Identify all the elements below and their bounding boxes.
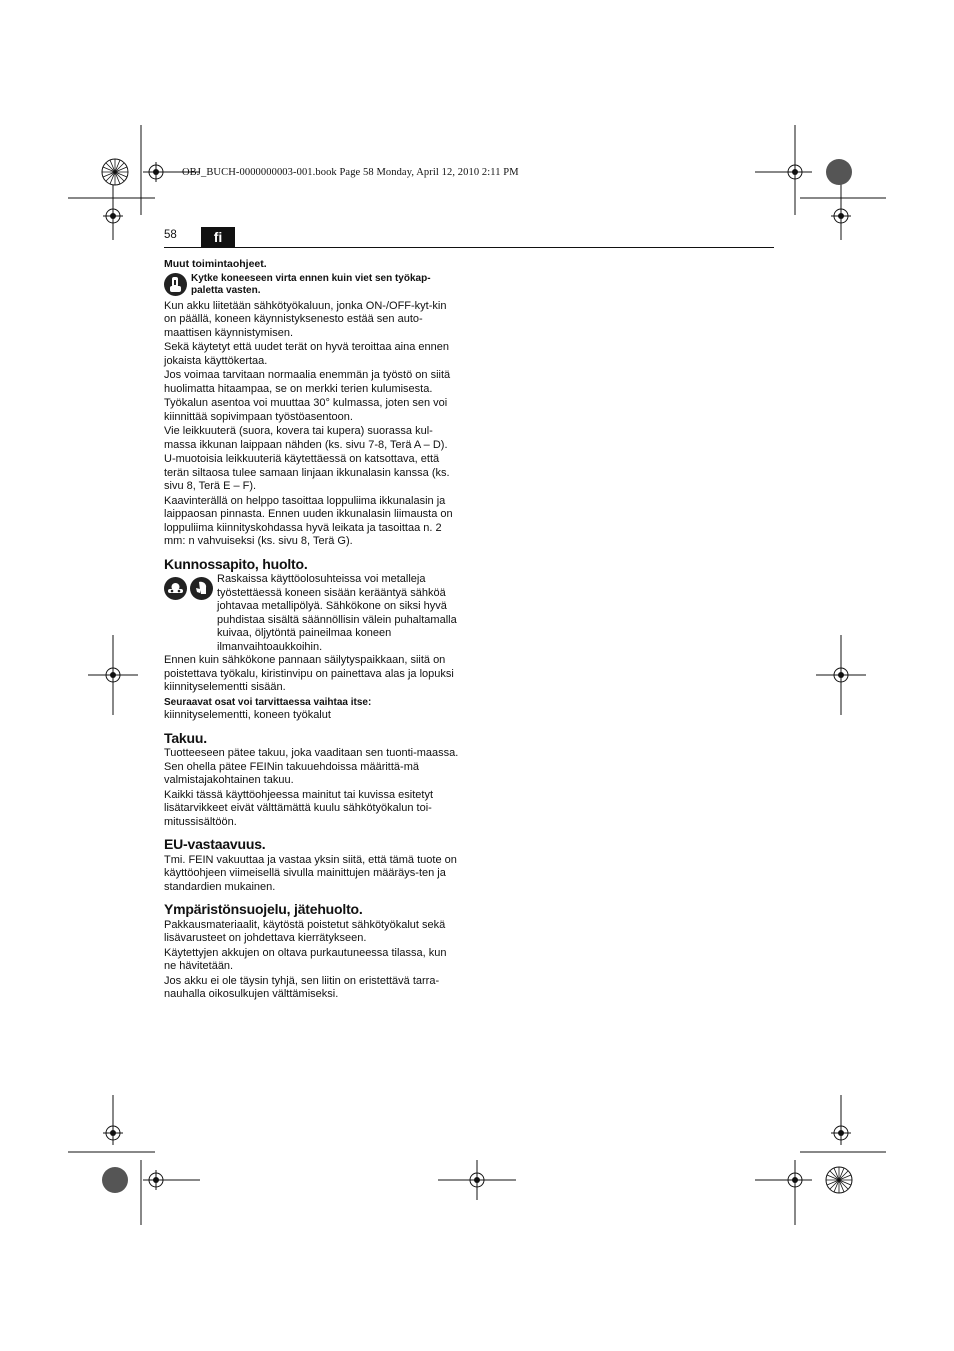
replace-label: Seuraavat osat voi tarvittaessa vaihtaa itse: (164, 696, 372, 708)
environment-heading: Ympäristönsuojelu, jätehuolto. (164, 901, 363, 917)
print-info: OBJ_BUCH-0000000003-001.book Page 58 Monday, April 12, 2010 2:11 PM (182, 167, 519, 178)
paragraph: kiinnityselementti, koneen työkalut (164, 709, 331, 721)
paragraph: Jos voimaa tarvitaan normaalia enemmän ja työstö on siitä huolimatta hitaampaa, se on merkki terien kulumisesta. (164, 369, 451, 395)
hand-on-tool-icon (164, 273, 187, 296)
paragraph: U-muotoisia leikkuuteriä käytettäessä on katsottava, että terän siltaosa tulee samaan linjaan ikkunalasin kanssa (ks. sivu 8, Terä E – F). (164, 453, 450, 492)
header-rule (164, 247, 774, 248)
paragraph: Tuotteeseen pätee takuu, joka vaaditaan sen tuonti-maassa. Sen ohella pätee FEINin takuuehdoissa määrittä-mä valmistajakohtainen takuu. (164, 747, 459, 786)
maintenance-intro-text: Raskaissa käyttöolosuhteissa voi metalleja työstettäessä koneen sisään kerääntyä sähköä johtavaa metallipölyä. Sähkökone on siksi hyvä puhdistaa sisältä säännöllisin välein puhaltamalla kuivaa, öljytöntä paineilmaa koneen ilmanvaihtoaukkoihin. (217, 573, 457, 653)
paragraph: Pakkausmateriaalit, käytöstä poistetut sähkötyökalut sekä lisävarusteet on johdettava kierrätykseen. (164, 918, 446, 944)
maintenance-intro (164, 573, 460, 654)
paragraph: Ennen kuin sähkökone pannaan säilytyspaikkaan, siitä on poistettava työkalu, kiristinvipu on painettava alas ja lopuksi kiinnityselementti sisään. (164, 654, 454, 693)
section-subhead: Muut toimintaohjeet. (164, 258, 267, 270)
main-column (164, 258, 460, 1003)
conformity-heading: EU-vastaavuus. (164, 836, 266, 852)
paragraph: Työkalun asentoa voi muuttaa 30° kulmassa, joten sen voi kiinnittää sopivimpaan työstöasentoon. (164, 397, 448, 423)
paragraph: Vie leikkuuterä (suora, kovera tai kupera) suorassa kul-massa ikkunan laippaan nähden (ks. sivu 7-8, Terä A – D). (164, 425, 448, 451)
paragraph: Kaikki tässä käyttöohjeessa mainitut tai kuvissa esitetyt lisätarvikkeet eivät välttämättä kuulu sähkötyökalun toi-mitussisältöön. (164, 788, 434, 828)
paragraph: Kun akku liitetään sähkötyökaluun, jonka ON-/OFF-kyt-kin on päällä, koneen käynnistyksenesto estää sen auto-maattisen käynnistymisen. (164, 299, 447, 339)
maintenance-heading: Kunnossapito, huolto. (164, 555, 308, 572)
warranty-heading: Takuu. (164, 729, 207, 746)
paragraph: Jos akku ei ole täysin tyhjä, sen liitin on eristettävä tarra-nauhalla oikosulkujen välttämiseksi. (164, 974, 440, 1000)
paragraph: Tmi. FEIN vakuuttaa ja vastaa yksin siitä, että tämä tuote on käyttöohjeen viimeisellä sivulla mainittujen määräys-ten ja standardien mukainen. (164, 853, 457, 893)
language-badge: fi (201, 227, 235, 247)
paragraph: Käytettyjen akkujen on oltava purkautuneessa tilassa, kun ne hävitetään. (164, 946, 447, 972)
warning-text: Kytke koneeseen virta ennen kuin viet sen työkap-paletta vasten. (191, 272, 431, 296)
dust-mask-icon (190, 577, 213, 600)
paragraph: Sekä käytetyt että uudet terät on hyvä teroittaa aina ennen jokaista käyttökertaa. (164, 341, 449, 367)
safety-goggles-icon (164, 577, 187, 600)
page-number: 58 (164, 229, 177, 241)
paragraph: Kaavinterällä on helppo tasoittaa loppuliima ikkunalasin ja laippaosan pinnasta. Ennen uuden ikkunalasin liimausta on loppuliima kiinnityskohdassa hyvä leikata ja tasoittaa n. 2 mm: n vahvuiseksi (ks. sivu 8, Terä G). (164, 494, 453, 547)
warning-note (164, 273, 460, 298)
